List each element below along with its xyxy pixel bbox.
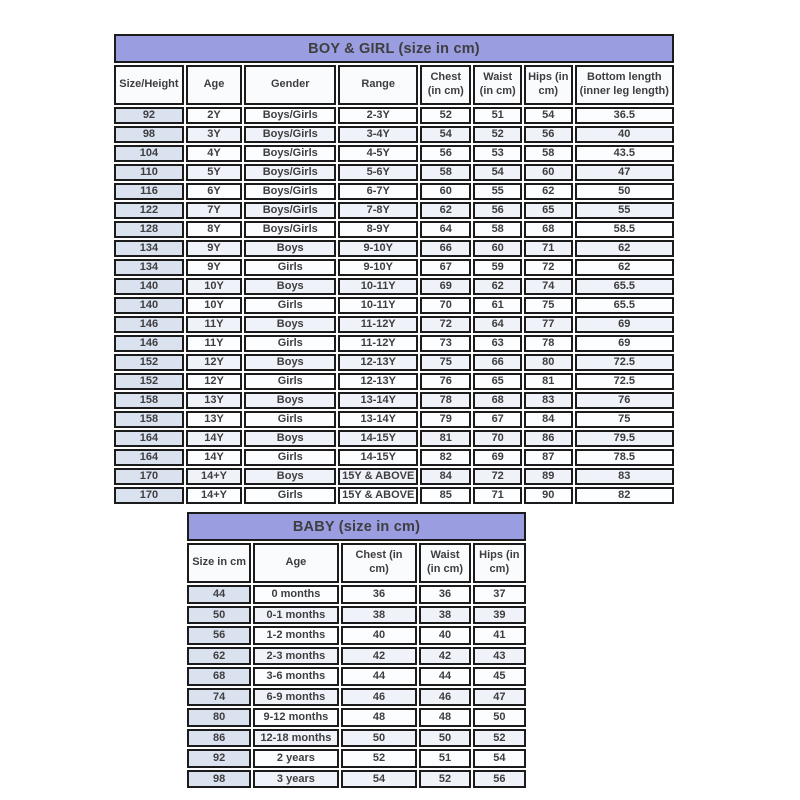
- table-cell: 8Y: [186, 221, 242, 238]
- table-cell: Girls: [244, 411, 336, 428]
- table-cell: 50: [341, 729, 418, 748]
- table-cell: 61: [473, 297, 522, 314]
- table-cell: 15Y & ABOVE: [338, 487, 418, 504]
- table-row: [187, 647, 526, 666]
- size-cell: 92: [114, 107, 184, 124]
- table-cell: 70: [420, 297, 471, 314]
- column-header: Waist (in cm): [473, 65, 522, 105]
- table-cell: 76: [420, 373, 471, 390]
- table-cell: 54: [473, 749, 526, 768]
- column-header: Hips (in cm): [524, 65, 573, 105]
- table-cell: 75: [420, 354, 471, 371]
- table-row: [114, 145, 674, 162]
- table-cell: 62: [473, 278, 522, 295]
- table-cell: 43.5: [575, 145, 674, 162]
- table-cell: 64: [473, 316, 522, 333]
- table-cell: 47: [473, 688, 526, 707]
- table-cell: 81: [420, 430, 471, 447]
- table-cell: 54: [341, 770, 418, 789]
- table-row: [114, 126, 674, 143]
- size-cell: 50: [187, 606, 251, 625]
- table-cell: 78.5: [575, 449, 674, 466]
- table-cell: 63: [473, 335, 522, 352]
- table-cell: 10Y: [186, 297, 242, 314]
- table-cell: 36.5: [575, 107, 674, 124]
- table-cell: 68: [524, 221, 573, 238]
- table-cell: 80: [524, 354, 573, 371]
- table-cell: 12-18 months: [253, 729, 338, 748]
- table-cell: Girls: [244, 487, 336, 504]
- size-cell: 128: [114, 221, 184, 238]
- table-cell: 58: [524, 145, 573, 162]
- table-cell: 55: [575, 202, 674, 219]
- table-cell: Boys/Girls: [244, 107, 336, 124]
- table-cell: 72: [473, 468, 522, 485]
- table-cell: 67: [473, 411, 522, 428]
- column-header: Range: [338, 65, 418, 105]
- table-cell: 14Y: [186, 430, 242, 447]
- table-cell: 72.5: [575, 354, 674, 371]
- size-cell: 134: [114, 240, 184, 257]
- table-cell: 42: [419, 647, 470, 666]
- baby-size-chart: [185, 510, 528, 790]
- table-row: [114, 278, 674, 295]
- table-title: BOY & GIRL (size in cm): [114, 34, 674, 63]
- table-cell: 36: [341, 585, 418, 604]
- table-cell: 51: [419, 749, 470, 768]
- table-cell: 67: [420, 259, 471, 276]
- table-cell: 11Y: [186, 316, 242, 333]
- table-row: [114, 411, 674, 428]
- table-cell: 4Y: [186, 145, 242, 162]
- baby-size-table: [185, 510, 528, 790]
- size-cell: 158: [114, 392, 184, 409]
- table-cell: 5Y: [186, 164, 242, 181]
- table-cell: Boys: [244, 240, 336, 257]
- table-cell: 9-10Y: [338, 240, 418, 257]
- table-cell: 10Y: [186, 278, 242, 295]
- table-row: [114, 468, 674, 485]
- table-cell: 13Y: [186, 411, 242, 428]
- table-cell: 40: [419, 626, 470, 645]
- table-cell: 84: [524, 411, 573, 428]
- table-row: [114, 259, 674, 276]
- table-row: [187, 729, 526, 748]
- table-cell: 66: [420, 240, 471, 257]
- table-cell: Boys: [244, 354, 336, 371]
- table-cell: 13Y: [186, 392, 242, 409]
- column-header: Gender: [244, 65, 336, 105]
- table-cell: 8-9Y: [338, 221, 418, 238]
- column-header-row: [114, 65, 674, 105]
- size-cell: 44: [187, 585, 251, 604]
- table-cell: 14+Y: [186, 468, 242, 485]
- table-cell: 56: [524, 126, 573, 143]
- column-header: Size/Height: [114, 65, 184, 105]
- table-cell: 50: [419, 729, 470, 748]
- table-cell: 62: [575, 240, 674, 257]
- size-cell: 140: [114, 278, 184, 295]
- table-cell: 7-8Y: [338, 202, 418, 219]
- table-cell: 9-12 months: [253, 708, 338, 727]
- table-cell: 85: [420, 487, 471, 504]
- table-cell: 59: [473, 259, 522, 276]
- table-cell: 48: [341, 708, 418, 727]
- table-cell: 65.5: [575, 297, 674, 314]
- table-cell: Boys: [244, 316, 336, 333]
- size-cell: 92: [187, 749, 251, 768]
- table-cell: 56: [473, 202, 522, 219]
- table-cell: 36: [419, 585, 470, 604]
- table-cell: 4-5Y: [338, 145, 418, 162]
- size-cell: 152: [114, 373, 184, 390]
- table-cell: 76: [575, 392, 674, 409]
- table-cell: 2-3Y: [338, 107, 418, 124]
- column-header: Size in cm: [187, 543, 251, 583]
- size-cell: 170: [114, 487, 184, 504]
- table-row: [187, 667, 526, 686]
- column-header: Waist (in cm): [419, 543, 470, 583]
- table-cell: 82: [420, 449, 471, 466]
- table-cell: 3-4Y: [338, 126, 418, 143]
- table-cell: 44: [419, 667, 470, 686]
- table-cell: 69: [575, 316, 674, 333]
- table-cell: 50: [575, 183, 674, 200]
- table-cell: 0 months: [253, 585, 338, 604]
- table-cell: 71: [524, 240, 573, 257]
- table-cell: 38: [419, 606, 470, 625]
- table-cell: 60: [420, 183, 471, 200]
- table-row: [114, 487, 674, 504]
- table-cell: Boys/Girls: [244, 202, 336, 219]
- table-cell: 47: [575, 164, 674, 181]
- size-cell: 98: [187, 770, 251, 789]
- table-cell: 65.5: [575, 278, 674, 295]
- table-row: [114, 354, 674, 371]
- table-row: [187, 749, 526, 768]
- size-cell: 146: [114, 316, 184, 333]
- table-row: [187, 585, 526, 604]
- table-cell: 41: [473, 626, 526, 645]
- table-row: [114, 164, 674, 181]
- table-row: [114, 373, 674, 390]
- size-cell: 134: [114, 259, 184, 276]
- table-cell: 69: [575, 335, 674, 352]
- size-cell: 86: [187, 729, 251, 748]
- table-cell: 50: [473, 708, 526, 727]
- table-cell: 46: [419, 688, 470, 707]
- table-cell: 68: [473, 392, 522, 409]
- table-cell: 15Y & ABOVE: [338, 468, 418, 485]
- table-row: [187, 606, 526, 625]
- table-cell: 87: [524, 449, 573, 466]
- table-row: [114, 202, 674, 219]
- table-cell: 75: [524, 297, 573, 314]
- table-cell: 69: [420, 278, 471, 295]
- boy-girl-size-chart: [112, 32, 676, 506]
- column-header: Chest (in cm): [420, 65, 471, 105]
- table-cell: 72.5: [575, 373, 674, 390]
- table-cell: 64: [420, 221, 471, 238]
- table-cell: 3-6 months: [253, 667, 338, 686]
- table-cell: Boys: [244, 430, 336, 447]
- table-cell: 2 years: [253, 749, 338, 768]
- size-cell: 62: [187, 647, 251, 666]
- table-cell: 62: [524, 183, 573, 200]
- table-cell: 78: [524, 335, 573, 352]
- table-row: [114, 107, 674, 124]
- table-cell: 52: [341, 749, 418, 768]
- column-header: Age: [186, 65, 242, 105]
- table-cell: 52: [420, 107, 471, 124]
- table-row: [114, 297, 674, 314]
- table-cell: 58.5: [575, 221, 674, 238]
- size-cell: 164: [114, 430, 184, 447]
- table-cell: 5-6Y: [338, 164, 418, 181]
- table-row: [187, 770, 526, 789]
- table-row: [114, 449, 674, 466]
- table-title: BABY (size in cm): [187, 512, 526, 541]
- size-cell: 158: [114, 411, 184, 428]
- table-cell: 66: [473, 354, 522, 371]
- column-header-row: [187, 543, 526, 583]
- table-cell: Girls: [244, 449, 336, 466]
- table-cell: 6-7Y: [338, 183, 418, 200]
- table-cell: 58: [473, 221, 522, 238]
- table-cell: 86: [524, 430, 573, 447]
- table-cell: 3 years: [253, 770, 338, 789]
- table-cell: 2-3 months: [253, 647, 338, 666]
- table-cell: 11Y: [186, 335, 242, 352]
- table-cell: Boys/Girls: [244, 145, 336, 162]
- size-cell: 56: [187, 626, 251, 645]
- table-cell: 62: [420, 202, 471, 219]
- table-cell: 12Y: [186, 354, 242, 371]
- size-cell: 80: [187, 708, 251, 727]
- table-cell: 14+Y: [186, 487, 242, 504]
- table-row: [187, 708, 526, 727]
- table-cell: 83: [575, 468, 674, 485]
- table-cell: Boys: [244, 468, 336, 485]
- table-title-row: [187, 512, 526, 541]
- table-cell: 38: [341, 606, 418, 625]
- table-row: [114, 392, 674, 409]
- table-cell: 89: [524, 468, 573, 485]
- size-cell: 98: [114, 126, 184, 143]
- table-cell: 51: [473, 107, 522, 124]
- table-cell: Girls: [244, 335, 336, 352]
- table-cell: 52: [473, 126, 522, 143]
- table-title-row: [114, 34, 674, 63]
- table-cell: 83: [524, 392, 573, 409]
- table-cell: Girls: [244, 373, 336, 390]
- table-cell: 75: [575, 411, 674, 428]
- size-cell: 104: [114, 145, 184, 162]
- table-cell: 0-1 months: [253, 606, 338, 625]
- size-cell: 68: [187, 667, 251, 686]
- table-cell: 52: [473, 729, 526, 748]
- column-header: Age: [253, 543, 338, 583]
- table-cell: 56: [473, 770, 526, 789]
- table-cell: 70: [473, 430, 522, 447]
- table-cell: 73: [420, 335, 471, 352]
- table-cell: 71: [473, 487, 522, 504]
- table-cell: 37: [473, 585, 526, 604]
- table-cell: 54: [420, 126, 471, 143]
- size-cell: 116: [114, 183, 184, 200]
- table-cell: 11-12Y: [338, 316, 418, 333]
- table-cell: 53: [473, 145, 522, 162]
- table-cell: 43: [473, 647, 526, 666]
- table-cell: 90: [524, 487, 573, 504]
- table-cell: 12Y: [186, 373, 242, 390]
- size-cell: 110: [114, 164, 184, 181]
- table-cell: 54: [524, 107, 573, 124]
- size-cell: 152: [114, 354, 184, 371]
- size-cell: 122: [114, 202, 184, 219]
- table-cell: 60: [473, 240, 522, 257]
- column-header: Bottom length (inner leg length): [575, 65, 674, 105]
- table-cell: 6-9 months: [253, 688, 338, 707]
- table-cell: 69: [473, 449, 522, 466]
- table-cell: 74: [524, 278, 573, 295]
- table-row: [114, 183, 674, 200]
- column-header: Hips (in cm): [473, 543, 526, 583]
- table-cell: 72: [524, 259, 573, 276]
- table-cell: 13-14Y: [338, 411, 418, 428]
- table-cell: 10-11Y: [338, 297, 418, 314]
- table-cell: 84: [420, 468, 471, 485]
- table-cell: 40: [341, 626, 418, 645]
- column-header: Chest (in cm): [341, 543, 418, 583]
- table-cell: Boys/Girls: [244, 183, 336, 200]
- table-cell: 10-11Y: [338, 278, 418, 295]
- table-cell: 54: [473, 164, 522, 181]
- size-cell: 140: [114, 297, 184, 314]
- table-cell: 14Y: [186, 449, 242, 466]
- table-row: [114, 430, 674, 447]
- table-cell: 48: [419, 708, 470, 727]
- table-cell: 79.5: [575, 430, 674, 447]
- table-cell: Boys: [244, 278, 336, 295]
- table-row: [114, 221, 674, 238]
- table-cell: 72: [420, 316, 471, 333]
- table-cell: 39: [473, 606, 526, 625]
- table-cell: 82: [575, 487, 674, 504]
- table-cell: 3Y: [186, 126, 242, 143]
- table-cell: 79: [420, 411, 471, 428]
- table-row: [114, 335, 674, 352]
- table-row: [114, 240, 674, 257]
- table-cell: 2Y: [186, 107, 242, 124]
- size-cell: 74: [187, 688, 251, 707]
- table-cell: 9Y: [186, 259, 242, 276]
- table-cell: Boys/Girls: [244, 221, 336, 238]
- table-cell: 46: [341, 688, 418, 707]
- table-cell: 56: [420, 145, 471, 162]
- table-cell: 65: [524, 202, 573, 219]
- table-cell: Girls: [244, 259, 336, 276]
- table-cell: 44: [341, 667, 418, 686]
- boy-girl-size-table: [112, 32, 676, 506]
- table-cell: 65: [473, 373, 522, 390]
- table-cell: 78: [420, 392, 471, 409]
- table-cell: 60: [524, 164, 573, 181]
- table-cell: 42: [341, 647, 418, 666]
- table-cell: 58: [420, 164, 471, 181]
- table-cell: Boys/Girls: [244, 126, 336, 143]
- table-cell: 55: [473, 183, 522, 200]
- table-cell: 9Y: [186, 240, 242, 257]
- table-cell: 77: [524, 316, 573, 333]
- size-cell: 164: [114, 449, 184, 466]
- table-cell: Boys: [244, 392, 336, 409]
- table-cell: 14-15Y: [338, 449, 418, 466]
- table-cell: 52: [419, 770, 470, 789]
- table-cell: 12-13Y: [338, 373, 418, 390]
- table-row: [187, 626, 526, 645]
- table-cell: Boys/Girls: [244, 164, 336, 181]
- table-cell: Girls: [244, 297, 336, 314]
- table-cell: 1-2 months: [253, 626, 338, 645]
- table-cell: 45: [473, 667, 526, 686]
- table-cell: 7Y: [186, 202, 242, 219]
- table-cell: 62: [575, 259, 674, 276]
- table-cell: 13-14Y: [338, 392, 418, 409]
- table-cell: 12-13Y: [338, 354, 418, 371]
- table-row: [114, 316, 674, 333]
- table-cell: 81: [524, 373, 573, 390]
- table-cell: 6Y: [186, 183, 242, 200]
- table-row: [187, 688, 526, 707]
- table-cell: 14-15Y: [338, 430, 418, 447]
- table-cell: 40: [575, 126, 674, 143]
- table-cell: 9-10Y: [338, 259, 418, 276]
- size-cell: 146: [114, 335, 184, 352]
- table-cell: 11-12Y: [338, 335, 418, 352]
- size-cell: 170: [114, 468, 184, 485]
